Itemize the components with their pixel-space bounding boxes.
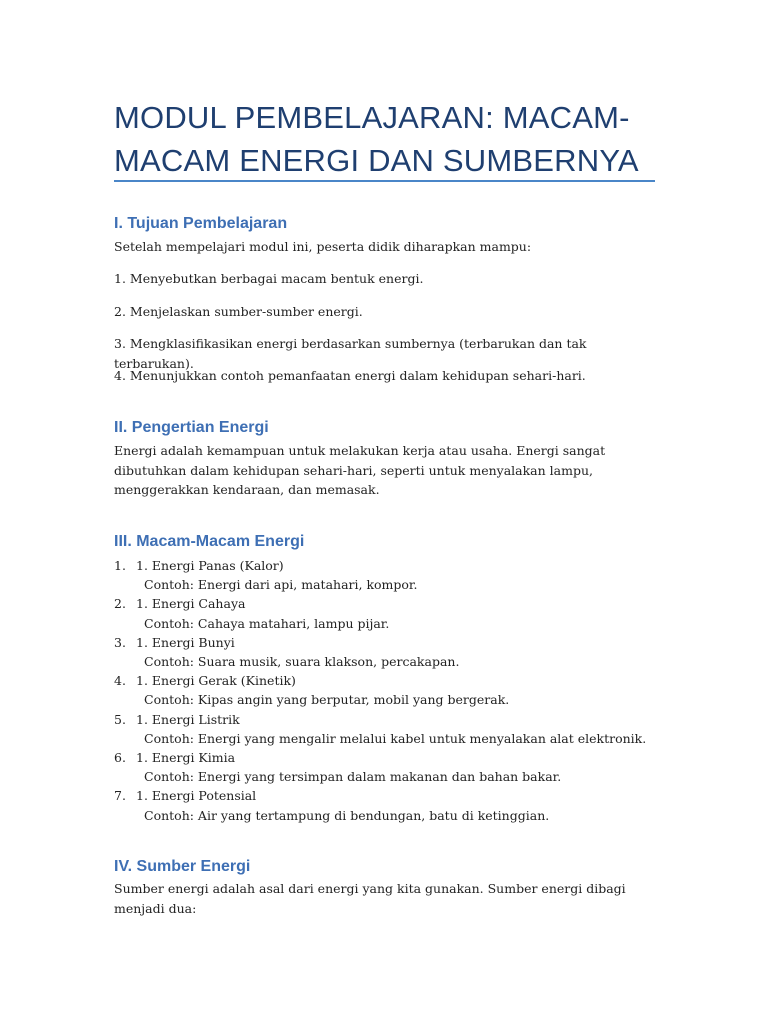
energy-type-example: Contoh: Energi dari api, matahari, kompor. [144,577,418,593]
energy-type-name: 1. Energi Bunyi [136,634,235,650]
list-item [114,671,674,709]
list-number: 7. [114,788,126,804]
energy-type-example: Contoh: Air yang tertampung di bendungan, batu di ketinggian. [144,807,550,823]
section-heading-macam: III. Macam-Macam Energi [114,533,305,550]
list-number: 6. [114,750,126,766]
list-number: 2. [114,596,126,612]
list-item [114,786,674,824]
energy-type-name: 1. Energi Potensial [136,788,257,804]
list-item [114,633,674,671]
objective-item: 4. Menunjukkan contoh pemanfaatan energi dalam kehidupan sehari-hari. [114,368,586,383]
energy-type-name: 1. Energi Gerak (Kinetik) [136,673,296,689]
section-body-sumber: Sumber energi adalah asal dari energi yang kita gunakan. Sumber energi dibagi menjadi dua: [114,881,626,916]
objective-item: 2. Menjelaskan sumber-sumber energi. [114,304,363,319]
list-item [114,594,674,632]
objective-item: 3. Mengklasifikasikan energi berdasarkan sumbernya (terbarukan dan tak terbarukan). [114,336,587,371]
energy-type-name: 1. Energi Kimia [136,750,236,766]
section-heading-tujuan: I. Tujuan Pembelajaran [114,215,288,232]
energy-type-example: Contoh: Energi yang tersimpan dalam makanan dan bahan bakar. [144,769,562,785]
energy-type-example: Contoh: Energi yang mengalir melalui kabel untuk menyalakan alat elektronik. [144,730,647,746]
list-number: 3. [114,634,126,650]
objective-item: 1. Menyebutkan berbagai macam bentuk energi. [114,271,424,286]
energy-type-example: Contoh: Cahaya matahari, lampu pijar. [144,615,390,631]
title-underline [114,180,655,182]
section-intro-tujuan: Setelah mempelajari modul ini, peserta didik diharapkan mampu: [114,239,532,254]
energy-type-example: Contoh: Kipas angin yang berputar, mobil yang bergerak. [144,692,510,708]
list-number: 5. [114,711,126,727]
energy-types-list [114,556,674,825]
section-heading-pengertian: II. Pengertian Energi [114,419,269,436]
list-item [114,748,674,786]
list-item [114,710,674,748]
list-number: 1. [114,558,126,573]
energy-type-example: Contoh: Suara musik, suara klakson, percakapan. [144,654,460,670]
list-number: 4. [114,673,126,689]
energy-type-name: 1. Energi Cahaya [136,596,246,612]
list-item [114,556,674,594]
energy-type-name: 1. Energi Listrik [136,711,240,727]
section-heading-sumber: IV. Sumber Energi [114,858,251,875]
page-title: MODUL PEMBELAJARAN: MACAM-MACAM ENERGI DAN SUMBERNYA [114,100,639,178]
section-body-pengertian: Energi adalah kemampuan untuk melakukan kerja atau usaha. Energi sangat dibutuhkan dalam kehidupan sehari-hari, seperti untuk menyalakan lampu, menggerakkan kendaraan, dan memasak. [114,443,606,497]
energy-type-name: 1. Energi Panas (Kalor) [136,558,284,573]
